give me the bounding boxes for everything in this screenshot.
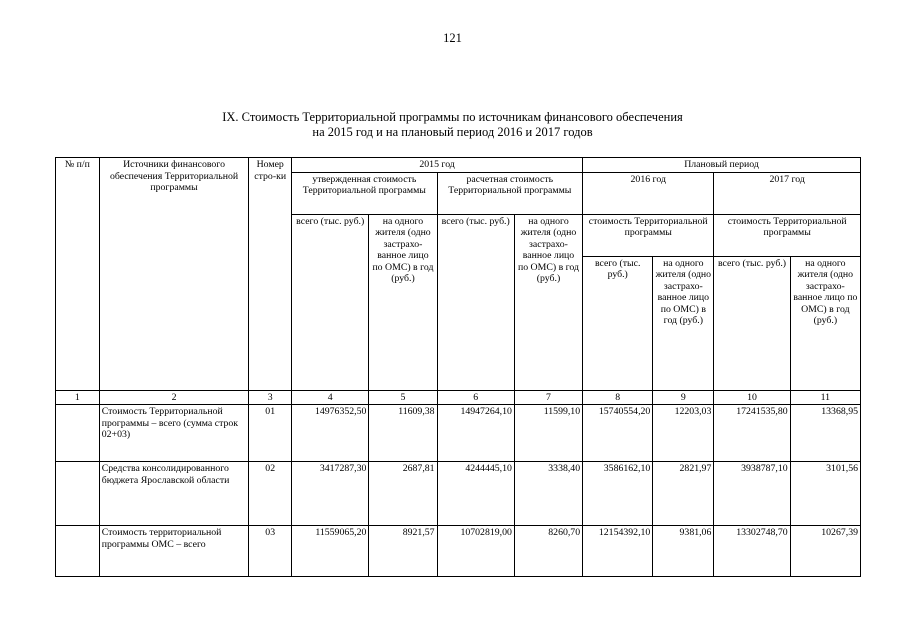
- row-code: 02: [249, 462, 292, 526]
- cell-value: 2821,97: [653, 462, 714, 526]
- row-source: Средства консолидированного бюджета Ярославской области: [99, 462, 249, 526]
- column-number: 10: [714, 390, 790, 405]
- row-source: Стоимость Территориальной программы – всего (сумма строк 02+03): [99, 405, 249, 462]
- column-number: 11: [790, 390, 860, 405]
- row-no: [56, 405, 100, 462]
- row-no: [56, 526, 100, 577]
- cell-value: 13368,95: [790, 405, 860, 462]
- cell-value: 12154392,10: [583, 526, 653, 577]
- document-title: [0, 110, 905, 140]
- cell-value: 8260,70: [514, 526, 582, 577]
- column-number: 5: [369, 390, 437, 405]
- cell-value: 3417287,30: [292, 462, 369, 526]
- row-code: 01: [249, 405, 292, 462]
- cell-value: 15740554,20: [583, 405, 653, 462]
- cell-value: 3338,40: [514, 462, 582, 526]
- table-row: [56, 462, 861, 526]
- column-number: 2: [99, 390, 249, 405]
- column-number: 9: [653, 390, 714, 405]
- cell-value: 3938787,10: [714, 462, 790, 526]
- header-2017: 2017 год: [714, 172, 861, 214]
- title-line-2: на 2015 год и на плановый период 2016 и 2017 годов: [312, 125, 593, 139]
- header-per-capita-2016: на одного жителя (одно застрахо-ванное лицо по ОМС) в год (руб.): [653, 256, 714, 390]
- cell-value: 11559065,20: [292, 526, 369, 577]
- table-row: [56, 405, 861, 462]
- header-total-2016: всего (тыс. руб.): [583, 256, 653, 390]
- header-source: Источники финансового обеспечения Территориальной программы: [99, 158, 249, 391]
- row-code: 03: [249, 526, 292, 577]
- header-2015: 2015 год: [292, 158, 583, 173]
- title-line-1: IX. Стоимость Территориальной программы по источникам финансового обеспечения: [222, 110, 683, 124]
- column-number: 6: [437, 390, 514, 405]
- cell-value: 3586162,10: [583, 462, 653, 526]
- header-no: № п/п: [56, 158, 100, 391]
- cell-value: 10702819,00: [437, 526, 514, 577]
- row-source: Стоимость территориальной программы ОМС – всего: [99, 526, 249, 577]
- column-number: 1: [56, 390, 100, 405]
- header-2016: 2016 год: [583, 172, 714, 214]
- cost-table: [55, 157, 861, 577]
- header-total-2015-calculated: всего (тыс. руб.): [437, 214, 514, 390]
- header-row-no: Номер стро-ки: [249, 158, 292, 391]
- header-cost-program-2016: стоимость Территориальной программы: [583, 214, 714, 256]
- header-total-2015-approved: всего (тыс. руб.): [292, 214, 369, 390]
- header-approved-cost: утвержденная стоимость Территориальной программы: [292, 172, 438, 214]
- header-cost-program-2017: стоимость Территориальной программы: [714, 214, 861, 256]
- cell-value: 10267,39: [790, 526, 860, 577]
- header-per-capita-2015-approved: на одного жителя (одно застрахо-ванное лицо по ОМС) в год (руб.): [369, 214, 437, 390]
- cell-value: 11609,38: [369, 405, 437, 462]
- cell-value: 8921,57: [369, 526, 437, 577]
- header-per-capita-2017: на одного жителя (одно застрахо-ванное лицо по ОМС) в год (руб.): [790, 256, 860, 390]
- cell-value: 17241535,80: [714, 405, 790, 462]
- page-number: 121: [443, 31, 462, 45]
- cell-value: 14947264,10: [437, 405, 514, 462]
- column-number: 8: [583, 390, 653, 405]
- cell-value: 13302748,70: [714, 526, 790, 577]
- cell-value: 9381,06: [653, 526, 714, 577]
- cell-value: 12203,03: [653, 405, 714, 462]
- row-no: [56, 462, 100, 526]
- column-number: 7: [514, 390, 582, 405]
- column-number: 4: [292, 390, 369, 405]
- header-plan-period: Плановый период: [583, 158, 861, 173]
- cell-value: 14976352,50: [292, 405, 369, 462]
- header-calculated-cost: расчетная стоимость Территориальной программы: [437, 172, 583, 214]
- column-number: 3: [249, 390, 292, 405]
- cell-value: 2687,81: [369, 462, 437, 526]
- header-per-capita-2015-calculated: на одного жителя (одно застрахо-ванное лицо по ОМС) в год (руб.): [514, 214, 582, 390]
- cell-value: 11599,10: [514, 405, 582, 462]
- header-total-2017: всего (тыс. руб.): [714, 256, 790, 390]
- cell-value: 4244445,10: [437, 462, 514, 526]
- cell-value: 3101,56: [790, 462, 860, 526]
- table-row: [56, 526, 861, 577]
